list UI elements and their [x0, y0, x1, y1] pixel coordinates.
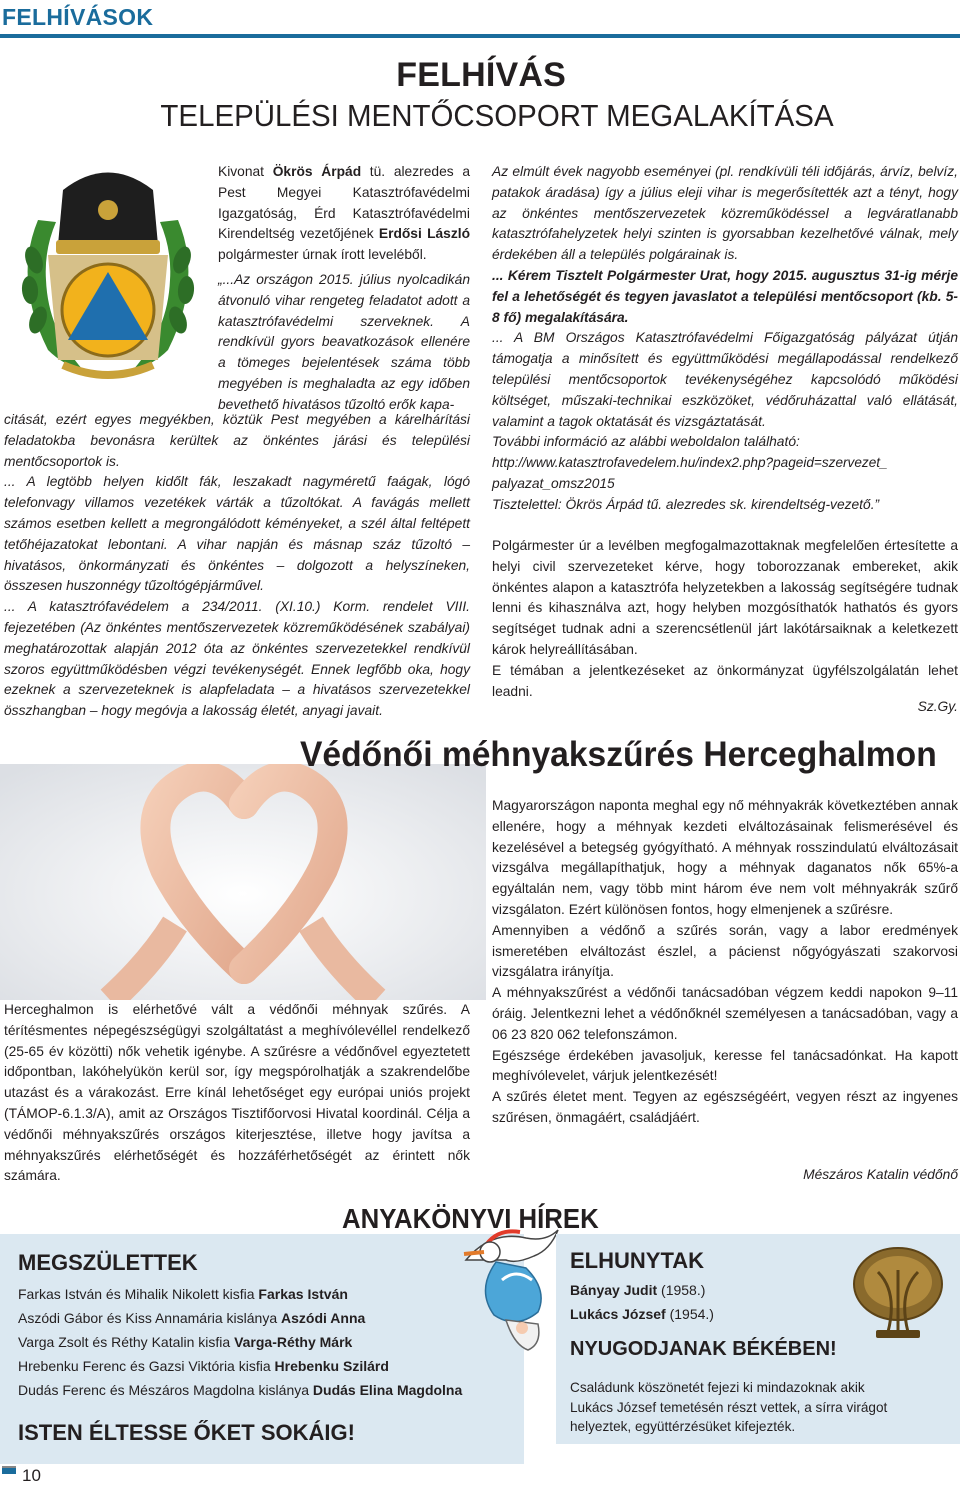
quote-paragraph: citását, ezért egyes megyékben, köztük Pest megyében a kárelhárítási feladatokba bevonásra kerültek az önkéntes járási és települési mentőcsoportok is. [4, 412, 470, 469]
body-paragraph: Egészsége érdekében javasoljuk, keresse fel tanácsadónkat. Ha kapott meghívólevelet, várjuk jelentkezését! [492, 1047, 958, 1084]
heart-hands-photo [0, 764, 486, 1000]
births-title: MEGSZÜLETTEK [18, 1250, 198, 1275]
article-signature: Mészáros Katalin védőnő [803, 1167, 958, 1182]
list-item: Farkas István és Mihalik Nikolett kisfia Farkas István [18, 1286, 348, 1302]
list-item: Bányay Judit (1958.) [570, 1282, 706, 1298]
births-footer: ISTEN ÉLTESSE ŐKET SOKÁIG! [18, 1420, 355, 1445]
article-column-left [4, 410, 470, 722]
list-item: Varga Zsolt és Réthy Katalin kisfia Varga-Réthy Márk [18, 1334, 353, 1350]
article-title: FELHÍVÁS [396, 56, 566, 94]
article-signature: Sz.Gy. [917, 699, 958, 714]
section-header: FELHÍVÁSOK [2, 4, 154, 30]
intro-text: Kivonat Ökrös Árpád tü. alezredes a Pest Megyei Katasztrófavédelmi Igazgatóság, Érd Katasztrófavédelmi Kirendeltség vezetőjének Erdősi László polgármester úrnak írott leveléből. „...Az országon 2015. július nyolcadikán átvonuló vihar rengeteg feladatot adott a katasztrófavédelmi szerveknek. A rendkívül gyors beavatkozások ellenére a tömeges bejelentések száma több megyében is meghaladta az egy időben bevethető hivatásos tűzoltó erők kapa- [218, 162, 470, 416]
page-number: 10 [22, 1466, 41, 1485]
quote-paragraph-bold: ... Kérem Tisztelt Polgármester Urat, hogy 2015. augusztus 31-ig mérje fel a lehetőségét és tegyen javaslatot a települési mentőcsoport (kb. 5-8 fő) megalakítására. [492, 267, 958, 325]
body-paragraph: Polgármester úr a levélben megfogalmazottaknak megfelelően értesítette a helyi civil szervezeteket kérve, hogy toborozzanak embereket, akik önkéntes alapon a katasztrófa helyzetekben a lakosság segítségére tudnak lenni és kihasználva azt, hogy helyben mozgósíthatók hathatós és gyors segítséget tudnak adni a szerencsétlenül járt lakótársaiknak a keletkezett károk helyreállításában. [492, 538, 958, 657]
quote-paragraph: „...Az országon 2015. július nyolcadikán átvonuló vihar rengeteg feladatot adott a katasztrófavédelmi szerveknek. A rendkívül gyors beavatkozások ellenére a tömeges bejelentések száma több megyében is meghaladta az egy időben bevethető hivatásos tűzoltó erők kapa- [218, 271, 470, 412]
thanks-text: Családunk köszönetét fejezi ki mindazoknak akik Lukács József temetésén részt vettek, a sírra virágot helyeztek, együttérzésüket kifejezték. [570, 1380, 888, 1435]
civil-protection-emblem [8, 160, 208, 390]
stork-illustration [446, 1220, 566, 1355]
quote-signature: Tisztelettel: Ökrös Árpád tű. alezredes sk. kirendeltség-vezető.” [492, 496, 880, 512]
deaths-footer: NYUGODJANAK BÉKÉBEN! [570, 1338, 837, 1360]
deaths-list [570, 1278, 714, 1326]
article-column-left: Herceghalmon is elérhetővé vált a védőnői méhnyak szűrés. A térítésmentes népegészségügyi szolgáltatást a meghívólevéllel rendelkező (25-65 év közötti) nők vehetik igénybe. A szűrésre a védőnővel egyeztetett időpontban, lakóhelyükön kerül sor, így megspórolhatják a szakrendelőbe utazást és a várakozást. Erre kínál lehetőséget egy európai uniós projekt (TÁMOP-6.1.3/A), amit az Országos Tisztifőorvosi Hivatal koordinál. Célja a védőnői méhnyakszűrés országos kiterjesztése, illetve hogy javítsa a méhnyakszűrés elérhetőségét és hozzáférhetőségét az érintett nők számára. [4, 1002, 470, 1184]
body-paragraph: Amennyiben a védőnő a szűrés során, vagy a labor eredmények ismeretében elváltozást észlel, a pácienst nőgyógyászati szakorvosi vizsgálatra irányítja. [492, 922, 958, 980]
births-list [18, 1282, 462, 1402]
memorial-tree-icon [848, 1242, 948, 1342]
page-number-mark [2, 1468, 16, 1474]
info-url-cont[interactable]: palyazat_omsz2015 [492, 475, 615, 491]
quote-paragraph: További információ az alábbi weboldalon található: [492, 434, 800, 450]
list-item: Dudás Ferenc és Mészáros Magdolna kislánya Dudás Elina Magdolna [18, 1382, 463, 1398]
body-paragraph: E témában a jelentkezéseket az önkormányzat ügyfélszolgálatán lehet leadni. [492, 662, 958, 699]
article-subtitle: TELEPÜLÉSI MENTŐCSOPORT MEGALAKÍTÁSA [160, 98, 834, 133]
body-paragraph: A szűrés életet ment. Tegyen az egészségéért, vegyen részt az ingyenes szűrésen, önmagáért, családjáért. [492, 1089, 958, 1125]
article-body [492, 536, 958, 702]
article-column-right [492, 796, 958, 1129]
quote-paragraph: ... A legtöbb helyen kidőlt fák, leszakadt nagyméretű faágak, lógó telefonvagy villamos vezetékek várták a tűzoltókat. A favágás mellett számos esetben kellett a megrongálódott kéményeket, a szél által feltépett tetőhéjazatokat lebontani. A vihar napján és másnap száz tűzoltó – hivatásos, önkormányzati és önkéntes – dolgozott a helyszíneken, összesen huszonnégy tűzoltógépjárművel. [4, 474, 470, 594]
list-item: Lukács József (1954.) [570, 1306, 714, 1322]
quote-paragraph: ... A katasztrófavédelem a 234/2011. (XI.10.) Korm. rendelet VIII. fejezetében (Az önkéntes mentőszervezetek közreműködésének szabályai) meghatározottak alapján 2012 óta az önkéntes szervezetekkel rendkívül szoros együttműködésben végzi tevékenységét. Ennek legfőbb oka, hogy ezeknek a szervezeteknek is alapfeladata – a hivatásos szervezetekkel összhangban – hogy megóvja a lakosság életét, anyagi javait. [4, 599, 470, 719]
info-url[interactable]: http://www.katasztrofavedelem.hu/index2.php?pageid=szervezet_ [492, 455, 888, 471]
section-rule [0, 34, 960, 38]
article-title: Védőnői méhnyakszűrés Herceghalmon [300, 735, 937, 774]
quote-paragraph: Az elmúlt évek nagyobb eseményei (pl. rendkívüli téli időjárás, árvíz, belvíz, patakok áradása) így a július eleji vihar is megerősítették azt a tényt, hogy az önkéntes mentőszervezetek közreműködéssel a legváratlanabb katasztrófahelyzetek helyi szinten is gyorsabban kezelhetővé válnak, mely érdekében áll a település polgárainak is. [492, 164, 958, 263]
list-item: Hrebenku Ferenc és Gazsi Viktória kisfia Hrebenku Szilárd [18, 1358, 389, 1374]
section-title: ANYAKÖNYVI HÍREK [342, 1203, 599, 1234]
body-paragraph: A méhnyakszűrést a védőnői tanácsadóban végzem keddi napokon 9–11 óráig. Jelentkezni lehet a védőnőknél személyesen a tanácsadóban, vagy a 06 23 820 062 telefonszámon. [492, 985, 958, 1042]
quote-paragraph: ... A BM Országos Katasztrófavédelmi Főigazgatóság pályázat útján támogatja a minősített és együttműködési megállapodással rendelkező települési mentőcsoportok tevékenységéhez kapcsolódó működési költséget, műszaki-technikai eszközöket, védőruházattal való ellátását, valamint a tagok oktatását és vizsgáztatását. [492, 330, 958, 429]
list-item: Aszódi Gábor és Kiss Annamária kislánya Aszódi Anna [18, 1310, 366, 1326]
deaths-title: ELHUNYTAK [570, 1248, 705, 1273]
article-column-right [492, 162, 958, 516]
body-paragraph: Magyarországon naponta meghal egy nő méhnyakrák következtében annak ellenére, hogy a méhnyak kezdeti elváltozásainak felismerésével és kezelésével a betegség gyógyítható. A méhnyak rosszindulatú elváltozásait vizsgálva megállapíthatjuk, hogy a méhnyak daganatos nők 65%-a egyáltalán nem, vagy több mint három éve nem volt méhnyakrák szűrő vizsgálaton. Ezért különösen fontos, hogy elmenjenek a szűrésre. [492, 798, 958, 917]
